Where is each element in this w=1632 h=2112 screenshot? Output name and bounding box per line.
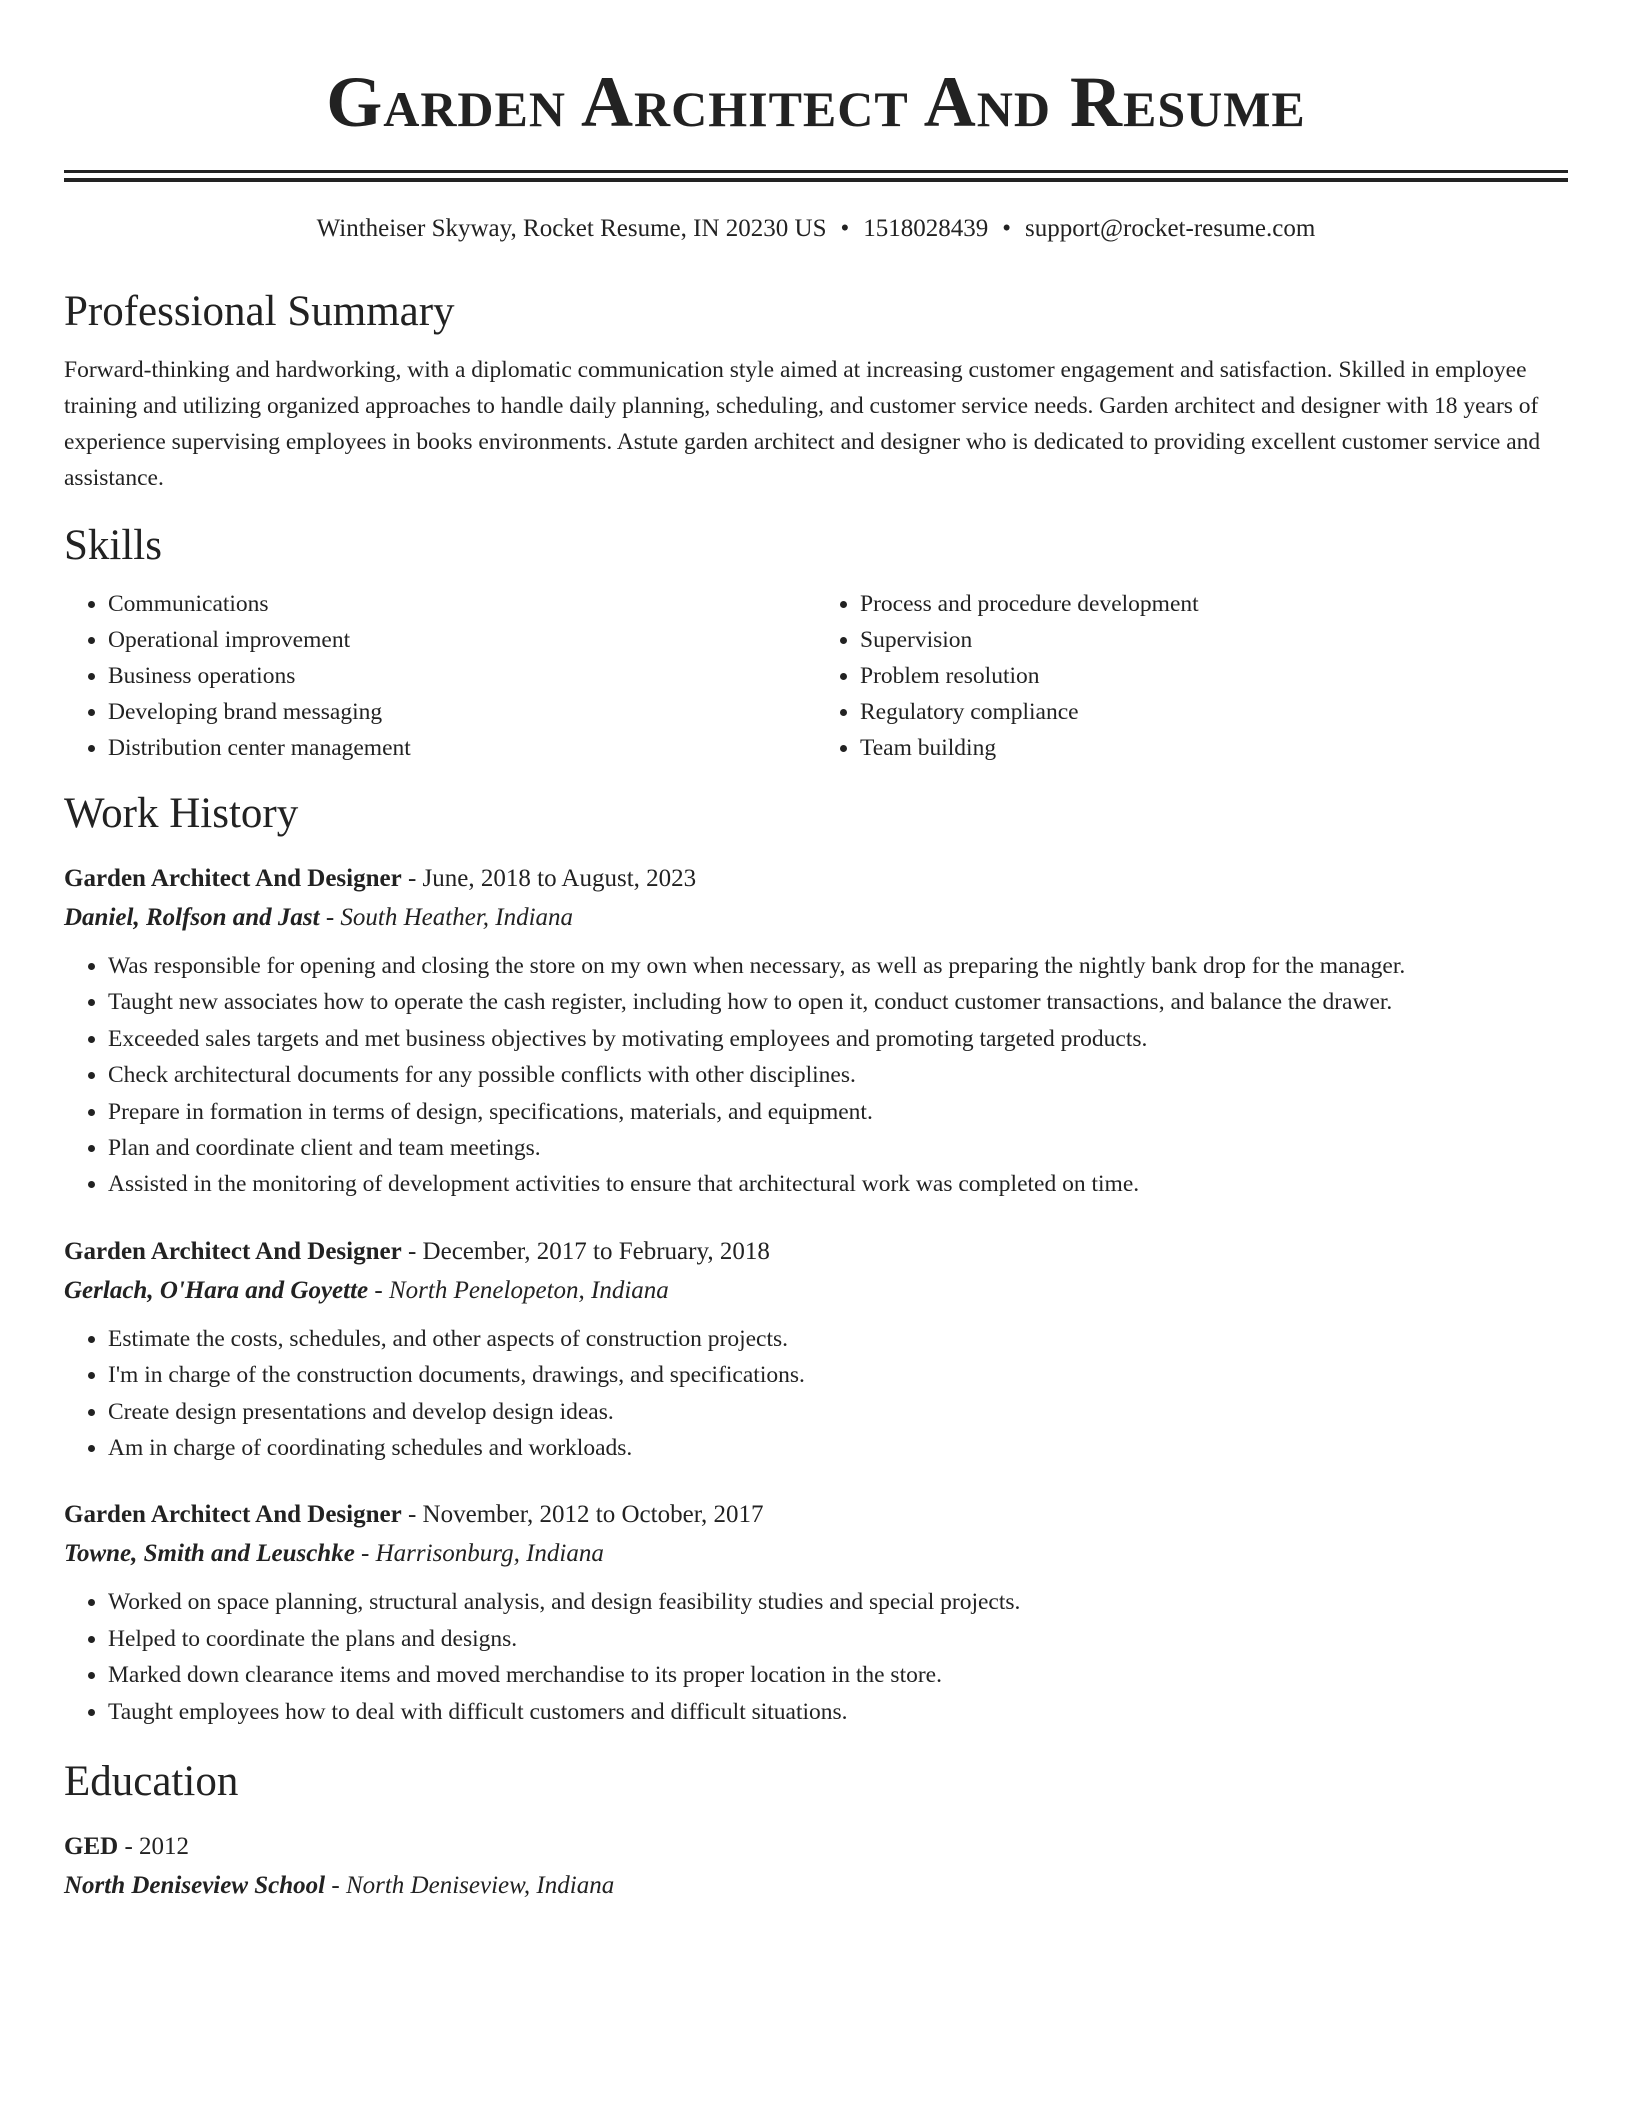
school-location: - North Deniseview, Indiana xyxy=(331,1872,615,1900)
job-dates: - November, 2012 to October, 2017 xyxy=(407,1501,764,1529)
employer-line xyxy=(64,898,1568,938)
job-bullet: • Helped to coordinate the plans and designs. xyxy=(108,1621,1568,1657)
skill-item: • Process and procedure development xyxy=(860,586,1568,622)
job-bullet: • Am in charge of coordinating schedules and workloads. xyxy=(108,1430,1568,1466)
section-title-work: Work History xyxy=(64,790,299,837)
job-bullet: • Was responsible for opening and closing the store on my own when necessary, as well as preparing the nightly bank drop for the manager. xyxy=(108,948,1568,984)
degree-year: - 2012 xyxy=(124,1833,190,1861)
resume-name: Garden Architect And Resume xyxy=(326,62,1306,142)
job-bullet: • Prepare in formation in terms of design, specifications, materials, and equipment. xyxy=(108,1094,1568,1130)
job-bullet: • Plan and coordinate client and team meetings. xyxy=(108,1130,1568,1166)
employer-location: - Harrisonburg, Indiana xyxy=(361,1540,604,1568)
job-bullet: • Check architectural documents for any possible conflicts with other disciplines. xyxy=(108,1057,1568,1093)
job-bullet: • Taught employees how to deal with difficult customers and difficult situations. xyxy=(108,1694,1568,1730)
section-title-skills: Skills xyxy=(64,522,162,569)
employer-line xyxy=(64,1271,1568,1311)
job-bullet: • Taught new associates how to operate the cash register, including how to open it, conduct customer transactions, and balance the drawer. xyxy=(108,984,1568,1020)
job-entry xyxy=(64,1496,1568,1730)
employer-line xyxy=(64,1534,1568,1574)
skill-item: • Operational improvement xyxy=(108,622,816,658)
contact-phone: 1518028439 xyxy=(863,215,989,242)
job-bullet: • I'm in charge of the construction documents, drawings, and specifications. xyxy=(108,1357,1568,1393)
skill-item: • Supervision xyxy=(860,622,1568,658)
header-divider xyxy=(64,170,1568,182)
skills-columns xyxy=(64,586,1568,766)
skill-item: • Business operations xyxy=(108,658,816,694)
job-bullet: • Create design presentations and develop design ideas. xyxy=(108,1394,1568,1430)
job-title-line xyxy=(64,1496,1568,1534)
job-bullets xyxy=(64,1321,1568,1467)
section-title-education: Education xyxy=(64,1758,239,1806)
contact-line xyxy=(64,212,1568,246)
job-bullet: • Marked down clearance items and moved merchandise to its proper location in the store. xyxy=(108,1657,1568,1693)
job-title: Garden Architect And Designer xyxy=(64,1237,402,1265)
school-name: North Deniseview School xyxy=(64,1872,326,1900)
employer-location: - North Penelopeton, Indiana xyxy=(374,1276,669,1304)
job-bullet: • Exceeded sales targets and met business objectives by motivating employees and promoting targeted products. xyxy=(108,1021,1568,1057)
job-bullet: • Estimate the costs, schedules, and other aspects of construction projects. xyxy=(108,1321,1568,1357)
skill-item: • Communications xyxy=(108,586,816,622)
school-line xyxy=(64,1866,1568,1906)
skills-list-left xyxy=(64,586,816,766)
skill-item: • Distribution center management xyxy=(108,730,816,766)
job-title: Garden Architect And Designer xyxy=(64,865,402,892)
employer-name: Gerlach, O'Hara and Goyette xyxy=(64,1276,369,1304)
employer-name: Daniel, Rolfson and Jast xyxy=(64,904,320,931)
education-entry xyxy=(64,1828,1568,1906)
section-title-summary: Professional Summary xyxy=(64,288,455,335)
contact-separator: • xyxy=(840,215,850,242)
employer-name: Towne, Smith and Leuschke xyxy=(64,1540,355,1568)
job-title-line xyxy=(64,1233,1568,1271)
skills-list-right xyxy=(816,586,1568,766)
job-title: Garden Architect And Designer xyxy=(64,1501,402,1529)
skill-item: • Team building xyxy=(860,730,1568,766)
skill-item: • Regulatory compliance xyxy=(860,694,1568,730)
summary-text: Forward-thinking and hardworking, with a diplomatic communication style aimed at increasing customer engagement and satisfaction. Skilled in employee training and utilizing organized approaches to handle daily planning, scheduling, and customer service needs. Garden architect and designer with 18 years of experience supervising employees in books environments. Astute garden architect and designer who is dedicated to providing excellent customer service and assistance. xyxy=(64,357,1541,491)
job-bullet: • Assisted in the monitoring of development activities to ensure that architectural work was completed on time. xyxy=(108,1166,1568,1202)
skill-item: • Developing brand messaging xyxy=(108,694,816,730)
job-dates: - December, 2017 to February, 2018 xyxy=(407,1237,770,1265)
job-bullets xyxy=(64,1584,1568,1730)
job-bullets xyxy=(64,948,1568,1203)
job-entry xyxy=(64,860,1568,1203)
job-dates: - June, 2018 to August, 2023 xyxy=(407,865,697,892)
employer-location: - South Heather, Indiana xyxy=(325,904,574,931)
job-bullet: • Worked on space planning, structural analysis, and design feasibility studies and special projects. xyxy=(108,1584,1568,1620)
contact-email: support@rocket-resume.com xyxy=(1025,215,1316,242)
contact-address: Wintheiser Skyway, Rocket Resume, IN 20230 US xyxy=(316,215,827,242)
contact-separator: • xyxy=(1002,215,1012,242)
job-title-line xyxy=(64,860,1568,898)
job-entry xyxy=(64,1233,1568,1467)
skill-item: • Problem resolution xyxy=(860,658,1568,694)
degree-name: GED xyxy=(64,1833,119,1861)
degree-line xyxy=(64,1828,1568,1866)
